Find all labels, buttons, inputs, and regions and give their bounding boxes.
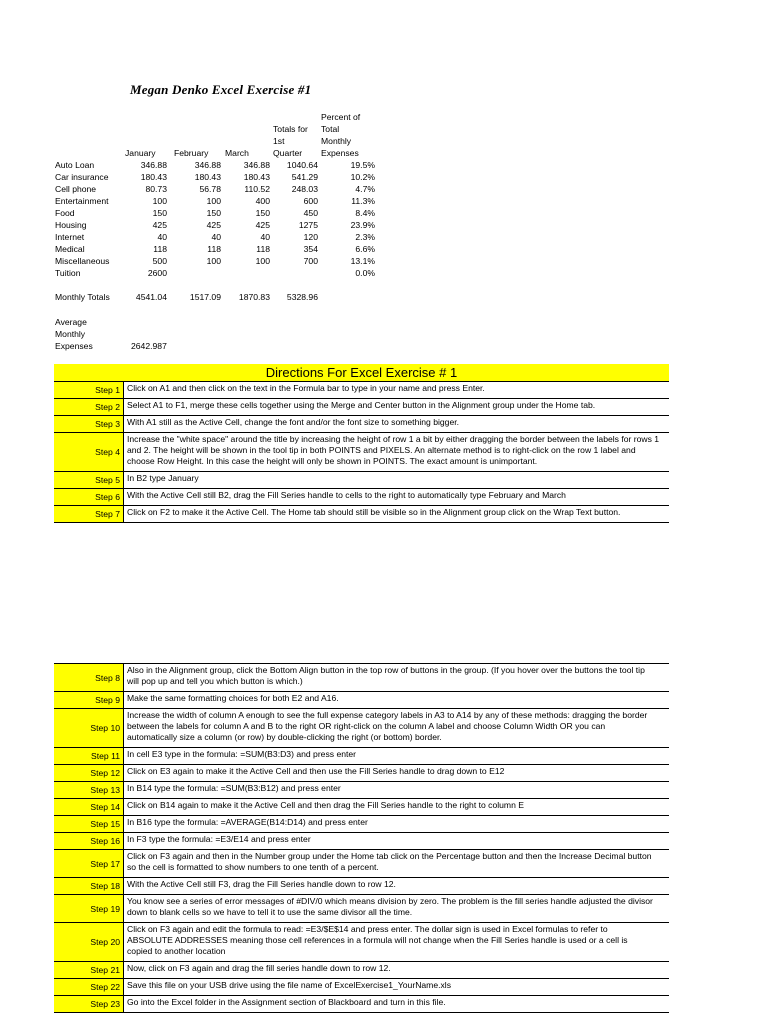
step-row (54, 709, 669, 748)
step-row (54, 663, 669, 692)
step-instruction[interactable]: Now, click on F3 again and drag the fill series handle down to row 12. (127, 963, 391, 973)
step-instruction[interactable]: In F3 type the formula: =E3/E14 and press enter (127, 834, 311, 844)
expense-mar[interactable]: 40 (260, 232, 270, 242)
step-row (54, 878, 669, 895)
step-row (54, 996, 669, 1013)
step-instruction[interactable]: With A1 still as the Active Cell, change the font and/or the font size to something bigger. (127, 417, 460, 427)
step-label[interactable]: Step 17 (54, 850, 124, 877)
directions-banner[interactable]: Directions For Excel Exercise # 1 (54, 364, 669, 381)
expense-label[interactable]: Internet (55, 232, 85, 242)
expense-quarter-total[interactable]: 120 (303, 232, 318, 242)
step-row (54, 399, 669, 416)
step-row (54, 923, 669, 962)
expense-quarter-total[interactable]: 1040.64 (286, 160, 318, 170)
expense-jan[interactable]: 180.43 (140, 172, 167, 182)
expense-mar[interactable]: 346.88 (243, 160, 270, 170)
step-instruction[interactable]: In cell E3 type in the formula: =SUM(B3:D3) and press enter (127, 749, 357, 759)
step-instruction[interactable]: In B2 type January (127, 473, 199, 483)
expense-feb[interactable]: 150 (206, 208, 221, 218)
expense-percent[interactable]: 23.9% (350, 220, 375, 230)
expense-mar[interactable]: 400 (255, 196, 270, 206)
expense-quarter-total[interactable]: 354 (303, 244, 318, 254)
step-label[interactable]: Step 9 (54, 692, 124, 708)
expense-jan[interactable]: 118 (153, 244, 167, 254)
header-february[interactable]: February (174, 148, 209, 158)
expense-mar[interactable]: 100 (255, 256, 270, 266)
step-row (54, 506, 669, 523)
header-march[interactable]: March (225, 148, 249, 158)
step-row (54, 489, 669, 506)
expense-feb[interactable]: 40 (211, 232, 221, 242)
steps-table-bottom (54, 663, 669, 1013)
step-label[interactable]: Step 21 (54, 962, 124, 978)
expense-percent[interactable]: 6.6% (355, 244, 375, 254)
expense-label[interactable]: Auto Loan (55, 160, 95, 170)
expense-percent[interactable]: 8.4% (355, 208, 375, 218)
expense-mar[interactable]: 118 (256, 244, 270, 254)
step-instruction[interactable]: Click on F3 again and edit the formula to read: =E3/$E$14 and press enter. The dollar sign is used in Excel formulas to refer to ABSOLUTE ADDRESSES meaning those cell references in a formula will not change when the Fill Series handle is used or a cell is copied to another location (127, 924, 628, 956)
step-instruction[interactable]: Go into the Excel folder in the Assignment section of Blackboard and turn in this file. (127, 997, 446, 1007)
step-instruction[interactable]: Select A1 to F1, merge these cells together using the Merge and Center button in the Alignment group under the Home tab. (127, 400, 596, 410)
expense-feb[interactable]: 180.43 (194, 172, 221, 182)
expense-quarter-total[interactable]: 541.29 (291, 172, 318, 182)
step-label[interactable]: Step 11 (54, 748, 124, 764)
expense-quarter-total[interactable]: 450 (303, 208, 318, 218)
expense-jan[interactable]: 500 (152, 256, 167, 266)
expense-jan[interactable]: 2600 (147, 268, 167, 278)
expense-mar[interactable]: 150 (255, 208, 270, 218)
expense-label[interactable]: Tuition (55, 268, 81, 278)
step-row (54, 816, 669, 833)
step-instruction[interactable]: Make the same formatting choices for both E2 and A16. (127, 693, 339, 703)
step-label[interactable]: Step 7 (54, 506, 124, 522)
header-quarter-totals[interactable]: Totals for 1st Quarter (273, 124, 308, 158)
expense-mar[interactable]: 180.43 (243, 172, 270, 182)
sheet-title[interactable]: Megan Denko Excel Exercise #1 (130, 82, 312, 97)
monthly-total-jan[interactable]: 4541.04 (135, 292, 167, 302)
step-instruction[interactable]: In B14 type the formula: =SUM(B3:B12) and press enter (127, 783, 341, 793)
expense-percent[interactable]: 4.7% (355, 184, 375, 194)
step-row (54, 433, 669, 472)
expense-percent[interactable]: 2.3% (355, 232, 375, 242)
step-instruction[interactable]: Save this file on your USB drive using the file name of ExcelExercise1_YourName.xls (127, 980, 452, 990)
expense-jan[interactable]: 346.88 (140, 160, 167, 170)
step-instruction[interactable]: You know see a series of error messages of #DIV/0 which means division by zero. The problem is the fill series handle adjusted the divisor down to blank cells so we have to tell it to use the same divisor all the time. (127, 896, 653, 917)
header-january[interactable]: January (125, 148, 156, 158)
header-percent[interactable]: Percent of Total Monthly Expenses (321, 112, 361, 158)
expense-label[interactable]: Housing (55, 220, 87, 230)
step-instruction[interactable]: Click on B14 again to make it the Active Cell and then drag the Fill Series handle to the right to column E (127, 800, 524, 810)
expense-mar[interactable]: 110.52 (244, 184, 270, 194)
step-row (54, 472, 669, 489)
step-instruction[interactable]: Also in the Alignment group, click the Bottom Align button in the top row of buttons in the group. (If you hover over the buttons the tool tip will pop up and tell you which button is which.) (127, 665, 645, 686)
step-label[interactable]: Step 5 (54, 472, 124, 488)
step-label[interactable]: Step 19 (54, 895, 124, 922)
step-instruction[interactable]: Click on F2 to make it the Active Cell. The Home tab should still be visible so in the Alignment group click on the Wrap Text button. (127, 507, 621, 517)
step-label[interactable]: Step 2 (54, 399, 124, 415)
expense-feb[interactable]: 425 (206, 220, 221, 230)
average-value[interactable]: 2642.987 (131, 341, 167, 351)
step-label[interactable]: Step 3 (54, 416, 124, 432)
step-row (54, 692, 669, 709)
step-label[interactable]: Step 22 (54, 979, 124, 995)
step-instruction[interactable]: Increase the "white space" around the title by increasing the height of row 1 a bit by either dragging the border between the labels for rows 1 and 2. The height will be shown in the tool tip in both POINTS and PIXELS. An alternate method is to right-click on the row 1 label and choose Row Height. In this case the height will only be shown in POINTS. The exact amount is unimportant. (127, 434, 660, 466)
expense-percent[interactable]: 11.3% (351, 196, 375, 206)
step-label[interactable]: Step 13 (54, 782, 124, 798)
expense-feb[interactable]: 346.88 (194, 160, 221, 170)
expense-feb[interactable]: 100 (206, 256, 221, 266)
expense-label[interactable]: Car insurance (55, 172, 109, 182)
expense-quarter-total[interactable]: 1275 (298, 220, 318, 230)
expense-feb[interactable]: 118 (207, 244, 221, 254)
expense-label[interactable]: Food (55, 208, 75, 218)
step-row (54, 381, 669, 399)
expense-jan[interactable]: 425 (152, 220, 167, 230)
average-label[interactable]: Average Monthly Expenses (55, 317, 93, 351)
expense-jan[interactable]: 80.73 (145, 184, 167, 194)
step-instruction[interactable]: With the Active Cell still B2, drag the Fill Series handle to cells to the right to automatically type February and March (127, 490, 566, 500)
monthly-total-feb[interactable]: 1517.09 (189, 292, 221, 302)
expense-percent[interactable]: 10.2% (350, 172, 375, 182)
step-instruction[interactable]: In B16 type the formula: =AVERAGE(B14:D14) and press enter (127, 817, 368, 827)
expense-quarter-total[interactable]: 248.03 (291, 184, 318, 194)
step-row (54, 799, 669, 816)
expense-label[interactable]: Miscellaneous (55, 256, 110, 266)
expense-feb[interactable]: 56.78 (199, 184, 221, 194)
step-row (54, 850, 669, 878)
step-label[interactable]: Step 14 (54, 799, 124, 815)
step-row (54, 416, 669, 433)
expense-percent[interactable]: 13.1% (350, 256, 375, 266)
step-label[interactable]: Step 15 (54, 816, 124, 832)
expense-percent[interactable]: 0.0% (355, 268, 375, 278)
step-label[interactable]: Step 12 (54, 765, 124, 781)
step-label[interactable]: Step 4 (54, 433, 124, 471)
expense-feb[interactable]: 100 (206, 196, 221, 206)
monthly-total-mar[interactable]: 1870.83 (238, 292, 270, 302)
step-label[interactable]: Step 6 (54, 489, 124, 505)
step-label[interactable]: Step 8 (54, 664, 124, 691)
step-instruction[interactable]: Click on A1 and then click on the text in the Formula bar to type in your name and press Enter. (127, 383, 485, 393)
step-row (54, 895, 669, 923)
expense-label[interactable]: Entertainment (55, 196, 109, 206)
expense-label[interactable]: Cell phone (55, 184, 97, 194)
expense-percent[interactable]: 19.5% (350, 160, 375, 170)
step-row (54, 748, 669, 765)
step-row (54, 833, 669, 850)
step-row (54, 979, 669, 996)
step-label[interactable]: Step 23 (54, 996, 124, 1012)
monthly-total-quarter[interactable]: 5328.96 (286, 292, 318, 302)
step-label[interactable]: Step 18 (54, 878, 124, 894)
monthly-totals-label[interactable]: Monthly Totals (55, 292, 110, 302)
expense-label[interactable]: Medical (55, 244, 85, 254)
expense-quarter-total[interactable]: 700 (303, 256, 318, 266)
step-row (54, 782, 669, 799)
expense-jan[interactable]: 40 (157, 232, 167, 242)
step-instruction[interactable]: Increase the width of column A enough to see the full expense category labels in A3 to A14 by any of these methods: dragging the border between the labels for column A and B to the right OR right-click on the column A label and choose Column Width OR you can automatically size a column (or row) by double-clicking the right (or bottom) border. (127, 710, 648, 742)
step-instruction[interactable]: Click on E3 again to make it the Active Cell and then use the Fill Series handle to drag down to E12 (127, 766, 505, 776)
expense-mar[interactable]: 425 (255, 220, 270, 230)
step-row (54, 962, 669, 979)
step-label[interactable]: Step 1 (54, 382, 124, 398)
step-instruction[interactable]: Click on F3 again and then in the Number group under the Home tab click on the Percentage button and then the Increase Decimal button so the cell is formatted to show numbers to one tenth of a percent. (127, 851, 652, 872)
step-label[interactable]: Step 16 (54, 833, 124, 849)
expense-jan[interactable]: 100 (152, 196, 167, 206)
step-instruction[interactable]: With the Active Cell still F3, drag the Fill Series handle down to row 12. (127, 879, 396, 889)
step-row (54, 765, 669, 782)
step-label[interactable]: Step 10 (54, 709, 124, 747)
expense-quarter-total[interactable]: 600 (303, 196, 318, 206)
steps-table-top (54, 381, 669, 523)
expense-jan[interactable]: 150 (152, 208, 167, 218)
step-label[interactable]: Step 20 (54, 923, 124, 961)
